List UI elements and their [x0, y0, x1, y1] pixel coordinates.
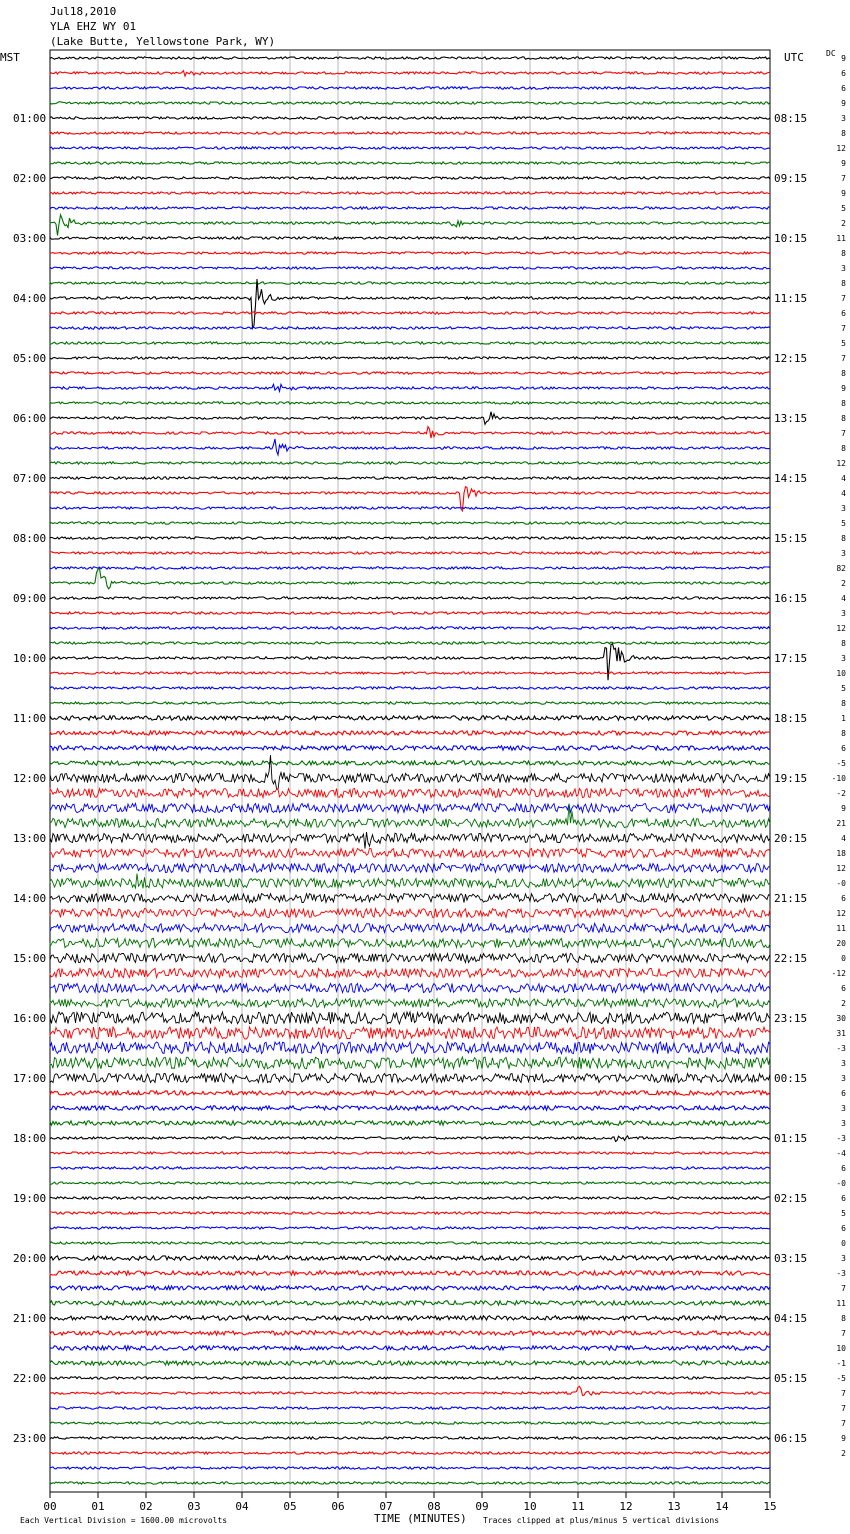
- x-tick-label: 12: [619, 1500, 633, 1513]
- trace-row: [50, 552, 770, 554]
- x-tick-label: 15: [763, 1500, 777, 1513]
- x-tick-label: 05: [283, 1500, 297, 1513]
- mst-hour-label: 11:00: [13, 712, 47, 725]
- dc-offset-value: 8: [841, 399, 846, 408]
- dc-offset-value: 6: [841, 984, 846, 993]
- mst-hour-label: 09:00: [13, 592, 47, 605]
- dc-offset-value: 9: [841, 804, 846, 813]
- dc-offset-value: 7: [841, 1329, 846, 1338]
- trace-row: [50, 761, 770, 765]
- dc-offset-values: [832, 54, 847, 1458]
- dc-offset-value: 5: [841, 204, 846, 213]
- dc-offset-value: 8: [841, 639, 846, 648]
- x-tick-label: 04: [235, 1500, 249, 1513]
- mst-hour-label: 15:00: [13, 952, 47, 965]
- trace-row: [50, 1437, 770, 1439]
- trace-row: [50, 1467, 770, 1469]
- mst-hour-label: 20:00: [13, 1252, 47, 1265]
- trace-row: [50, 117, 770, 119]
- dc-offset-value: 18: [836, 849, 846, 858]
- mst-hour-label: 22:00: [13, 1372, 47, 1385]
- utc-hour-label: 15:15: [774, 532, 808, 545]
- dc-offset-value: 7: [841, 324, 846, 333]
- trace-row: [50, 1091, 770, 1095]
- trace-row: [50, 644, 770, 681]
- dc-offset-value: 7: [841, 1419, 846, 1428]
- right-timezone-label: UTC: [784, 51, 804, 64]
- mst-hour-label: 10:00: [13, 652, 47, 665]
- dc-offset-value: 1: [841, 714, 846, 723]
- mst-hour-label: 19:00: [13, 1192, 47, 1205]
- dc-offset-value: 12: [836, 459, 846, 468]
- dc-offset-value: 4: [841, 594, 846, 603]
- trace-row: [50, 1242, 770, 1244]
- x-tick-label: 08: [427, 1500, 441, 1513]
- mst-hour-label: 16:00: [13, 1012, 47, 1025]
- dc-offset-value: -1: [836, 1359, 846, 1368]
- dc-offset-value: -0: [836, 879, 846, 888]
- dc-offset-value: 11: [836, 234, 846, 243]
- dc-offset-value: 5: [841, 1209, 846, 1218]
- trace-row: [50, 874, 770, 889]
- dc-offset-value: 6: [841, 1089, 846, 1098]
- mst-hour-label: 12:00: [13, 772, 47, 785]
- dc-offset-value: -2: [836, 789, 846, 798]
- trace-row: [50, 327, 770, 329]
- trace-row: [50, 1057, 770, 1069]
- trace-row: [50, 642, 770, 644]
- dc-offset-value: 7: [841, 429, 846, 438]
- trace-row: [50, 427, 770, 439]
- dc-offset-value: 12: [836, 624, 846, 633]
- trace-row: [50, 908, 770, 917]
- trace-row: [50, 1452, 770, 1454]
- utc-hour-label: 00:15: [774, 1072, 808, 1085]
- trace-row: [50, 983, 770, 992]
- dc-offset-value: 3: [841, 654, 846, 663]
- utc-hour-label: 17:15: [774, 652, 808, 665]
- utc-hour-label: 18:15: [774, 712, 808, 725]
- trace-row: [50, 132, 770, 134]
- x-tick-label: 00: [43, 1500, 57, 1513]
- trace-row: [50, 1377, 770, 1379]
- dc-offset-value: 20: [836, 939, 846, 948]
- dc-offset-value: 8: [841, 129, 846, 138]
- dc-offset-value: 30: [836, 1014, 846, 1023]
- dc-offset-value: 7: [841, 354, 846, 363]
- seismic-traces: [50, 57, 770, 1484]
- x-tick-label: 09: [475, 1500, 489, 1513]
- dc-offset-value: 3: [841, 1119, 846, 1128]
- utc-hour-label: 10:15: [774, 232, 808, 245]
- dc-offset-value: 7: [841, 174, 846, 183]
- trace-row: [50, 1386, 770, 1395]
- trace-row: [50, 1197, 770, 1199]
- dc-offset-value: 5: [841, 519, 846, 528]
- trace-row: [50, 1407, 770, 1409]
- dc-offset-value: 6: [841, 309, 846, 318]
- trace-row: [50, 522, 770, 524]
- trace-row: [50, 412, 770, 425]
- mst-hour-label: 04:00: [13, 292, 47, 305]
- dc-offset-value: 3: [841, 549, 846, 558]
- utc-hour-label: 21:15: [774, 892, 808, 905]
- trace-row: [50, 87, 770, 89]
- dc-offset-value: 12: [836, 909, 846, 918]
- clip-note: Traces clipped at plus/minus 5 vertical divisions: [483, 1516, 720, 1525]
- dc-offset-value: 4: [841, 474, 846, 483]
- trace-row: [50, 1361, 770, 1365]
- dc-offset-value: 6: [841, 894, 846, 903]
- dc-offset-value: -3: [836, 1134, 846, 1143]
- left-timezone-label: MST: [0, 51, 20, 64]
- dc-offset-value: 11: [836, 1299, 846, 1308]
- mst-hour-label: 17:00: [13, 1072, 47, 1085]
- utc-hour-label: 14:15: [774, 472, 808, 485]
- trace-row: [50, 702, 770, 704]
- minute-grid: [98, 50, 722, 1492]
- trace-row: [50, 1212, 770, 1214]
- dc-offset-value: 9: [841, 159, 846, 168]
- dc-offset-value: 10: [836, 1344, 846, 1353]
- dc-offset-value: 8: [841, 729, 846, 738]
- trace-row: [50, 1073, 770, 1082]
- trace-row: [50, 687, 770, 689]
- dc-offset-value: -3: [836, 1269, 846, 1278]
- x-tick-label: 03: [187, 1500, 201, 1513]
- x-tick-label: 14: [715, 1500, 729, 1513]
- trace-row: [50, 569, 770, 589]
- trace-row: [50, 1256, 770, 1260]
- utc-hour-label: 22:15: [774, 952, 808, 965]
- trace-row: [50, 803, 770, 812]
- dc-offset-value: 2: [841, 579, 846, 588]
- dc-offset-value: 5: [841, 684, 846, 693]
- dc-offset-value: 9: [841, 99, 846, 108]
- dc-offset-value: 0: [841, 1239, 846, 1248]
- dc-offset-value: 8: [841, 249, 846, 258]
- utc-hour-label: 09:15: [774, 172, 808, 185]
- mst-hour-label: 07:00: [13, 472, 47, 485]
- trace-row: [50, 1027, 770, 1039]
- trace-row: [50, 597, 770, 599]
- trace-row: [50, 215, 770, 236]
- utc-hour-label: 11:15: [774, 292, 808, 305]
- trace-row: [50, 1301, 770, 1305]
- dc-offset-value: 3: [841, 1254, 846, 1263]
- trace-row: [50, 1227, 770, 1229]
- trace-row: [50, 372, 770, 374]
- trace-row: [50, 267, 770, 269]
- mst-hour-label: 06:00: [13, 412, 47, 425]
- trace-row: [50, 863, 770, 872]
- dc-offset-value: -0: [836, 1179, 846, 1188]
- trace-row: [50, 1182, 770, 1184]
- dc-offset-value: -10: [831, 774, 846, 783]
- trace-row: [50, 402, 770, 404]
- utc-hour-label: 20:15: [774, 832, 808, 845]
- trace-row: [50, 1286, 770, 1290]
- dc-offset-value: 8: [841, 414, 846, 423]
- x-axis-label: TIME (MINUTES): [374, 1512, 467, 1525]
- dc-offset-value: -5: [836, 759, 846, 768]
- record-date: Jul18,2010: [50, 5, 117, 18]
- mst-hour-label: 13:00: [13, 832, 47, 845]
- station-location: (Lake Butte, Yellowstone Park, WY): [50, 35, 276, 48]
- trace-row: [50, 207, 770, 209]
- mst-hour-labels: [13, 112, 46, 1445]
- trace-row: [50, 627, 770, 629]
- dc-offset-value: 8: [841, 534, 846, 543]
- dc-offset-value: 8: [841, 369, 846, 378]
- trace-row: [50, 848, 770, 857]
- dc-offset-value: 2: [841, 999, 846, 1008]
- trace-row: [50, 832, 770, 849]
- dc-offset-value: 8: [841, 699, 846, 708]
- dc-offset-value: 6: [841, 1224, 846, 1233]
- utc-hour-label: 12:15: [774, 352, 808, 365]
- dc-offset-value: 3: [841, 1104, 846, 1113]
- utc-hour-label: 06:15: [774, 1432, 808, 1445]
- trace-row: [50, 938, 770, 947]
- dc-offset-value: 12: [836, 864, 846, 873]
- trace-row: [50, 968, 770, 977]
- mst-hour-label: 21:00: [13, 1312, 47, 1325]
- mst-hour-label: 08:00: [13, 532, 47, 545]
- dc-offset-value: 2: [841, 1449, 846, 1458]
- trace-row: [50, 477, 770, 479]
- trace-row: [50, 672, 770, 674]
- dc-offset-value: 6: [841, 1194, 846, 1203]
- trace-row: [50, 1121, 770, 1125]
- trace-row: [50, 1346, 770, 1350]
- dc-offset-value: 9: [841, 1434, 846, 1443]
- dc-offset-value: 8: [841, 444, 846, 453]
- trace-row: [50, 282, 770, 284]
- dc-offset-value: -5: [836, 1374, 846, 1383]
- dc-offset-value: 6: [841, 744, 846, 753]
- trace-row: [50, 1167, 770, 1169]
- dc-offset-value: 6: [841, 69, 846, 78]
- dc-offset-value: 3: [841, 609, 846, 618]
- mst-hour-label: 05:00: [13, 352, 47, 365]
- dc-offset-value: 6: [841, 1164, 846, 1173]
- utc-hour-label: 01:15: [774, 1132, 808, 1145]
- dc-offset-value: 3: [841, 1074, 846, 1083]
- x-axis: [43, 1492, 776, 1513]
- dc-offset-value: 82: [836, 564, 846, 573]
- dc-offset-value: 9: [841, 189, 846, 198]
- trace-row: [50, 439, 770, 455]
- dc-offset-value: 12: [836, 144, 846, 153]
- trace-row: [50, 147, 770, 149]
- trace-row: [50, 1482, 770, 1484]
- trace-row: [50, 537, 770, 539]
- dc-offset-header: DC: [826, 49, 836, 58]
- dc-offset-value: 3: [841, 114, 846, 123]
- trace-row: [50, 998, 770, 1007]
- trace-row: [50, 1422, 770, 1424]
- scale-note: Each Vertical Division = 1600.00 microvolts: [20, 1516, 228, 1525]
- utc-hour-label: 02:15: [774, 1192, 808, 1205]
- dc-offset-value: 4: [841, 489, 846, 498]
- x-tick-label: 11: [571, 1500, 585, 1513]
- trace-row: [50, 192, 770, 194]
- utc-hour-label: 16:15: [774, 592, 808, 605]
- utc-hour-label: 13:15: [774, 412, 808, 425]
- trace-row: [50, 1012, 770, 1024]
- dc-offset-value: 11: [836, 924, 846, 933]
- utc-hour-label: 04:15: [774, 1312, 808, 1325]
- mst-hour-label: 01:00: [13, 112, 47, 125]
- trace-row: [50, 237, 770, 239]
- dc-offset-value: 3: [841, 264, 846, 273]
- dc-offset-value: 8: [841, 1314, 846, 1323]
- utc-hour-label: 08:15: [774, 112, 808, 125]
- x-tick-label: 07: [379, 1500, 393, 1513]
- station-code: YLA EHZ WY 01: [50, 20, 137, 33]
- trace-row: [50, 102, 770, 104]
- trace-row: [50, 567, 770, 569]
- dc-offset-value: 31: [836, 1029, 846, 1038]
- x-tick-label: 01: [91, 1500, 105, 1513]
- dc-offset-value: 10: [836, 669, 846, 678]
- utc-hour-label: 03:15: [774, 1252, 808, 1265]
- trace-row: [50, 788, 770, 797]
- utc-hour-label: 19:15: [774, 772, 808, 785]
- plot-frame: [50, 50, 770, 1492]
- utc-hour-labels: [774, 112, 807, 1445]
- dc-offset-value: 0: [841, 954, 846, 963]
- trace-row: [50, 279, 770, 328]
- dc-offset-value: 21: [836, 819, 846, 828]
- dc-offset-value: 9: [841, 54, 846, 63]
- trace-row: [50, 507, 770, 509]
- trace-row: [50, 162, 770, 164]
- trace-row: [50, 342, 770, 344]
- dc-offset-value: 3: [841, 1059, 846, 1068]
- dc-offset-value: 8: [841, 279, 846, 288]
- trace-row: [50, 953, 770, 962]
- mst-hour-label: 18:00: [13, 1132, 47, 1145]
- trace-row: [50, 1316, 770, 1320]
- trace-row: [50, 57, 770, 59]
- dc-offset-value: -4: [836, 1149, 846, 1158]
- dc-offset-value: -12: [831, 969, 846, 978]
- trace-row: [50, 252, 770, 254]
- mst-hour-label: 02:00: [13, 172, 47, 185]
- trace-row: [50, 177, 770, 179]
- mst-hour-label: 23:00: [13, 1432, 47, 1445]
- dc-offset-value: 7: [841, 1404, 846, 1413]
- trace-row: [50, 384, 770, 391]
- trace-row: [50, 731, 770, 735]
- mst-hour-label: 14:00: [13, 892, 47, 905]
- dc-offset-value: 3: [841, 504, 846, 513]
- trace-row: [50, 1152, 770, 1154]
- x-tick-label: 02: [139, 1500, 153, 1513]
- x-tick-label: 13: [667, 1500, 681, 1513]
- trace-row: [50, 755, 770, 790]
- dc-offset-value: 7: [841, 294, 846, 303]
- utc-hour-label: 23:15: [774, 1012, 808, 1025]
- trace-row: [50, 71, 770, 76]
- trace-row: [50, 1042, 770, 1054]
- trace-row: [50, 746, 770, 750]
- dc-offset-value: 5: [841, 339, 846, 348]
- dc-offset-value: 7: [841, 1284, 846, 1293]
- trace-row: [50, 804, 770, 828]
- trace-row: [50, 612, 770, 614]
- trace-row: [50, 1331, 770, 1335]
- trace-row: [50, 1136, 770, 1142]
- dc-offset-value: 7: [841, 1389, 846, 1398]
- trace-row: [50, 1106, 770, 1110]
- dc-offset-value: 4: [841, 834, 846, 843]
- trace-row: [50, 462, 770, 464]
- trace-row: [50, 716, 770, 720]
- dc-offset-value: -3: [836, 1044, 846, 1053]
- mst-hour-label: 03:00: [13, 232, 47, 245]
- trace-row: [50, 1271, 770, 1275]
- x-tick-label: 06: [331, 1500, 345, 1513]
- trace-row: [50, 357, 770, 359]
- x-tick-label: 10: [523, 1500, 537, 1513]
- dc-offset-value: 6: [841, 84, 846, 93]
- dc-offset-value: 2: [841, 219, 846, 228]
- utc-hour-label: 05:15: [774, 1372, 808, 1385]
- trace-row: [50, 893, 770, 902]
- trace-row: [50, 312, 770, 314]
- dc-offset-value: 9: [841, 384, 846, 393]
- trace-row: [50, 923, 770, 932]
